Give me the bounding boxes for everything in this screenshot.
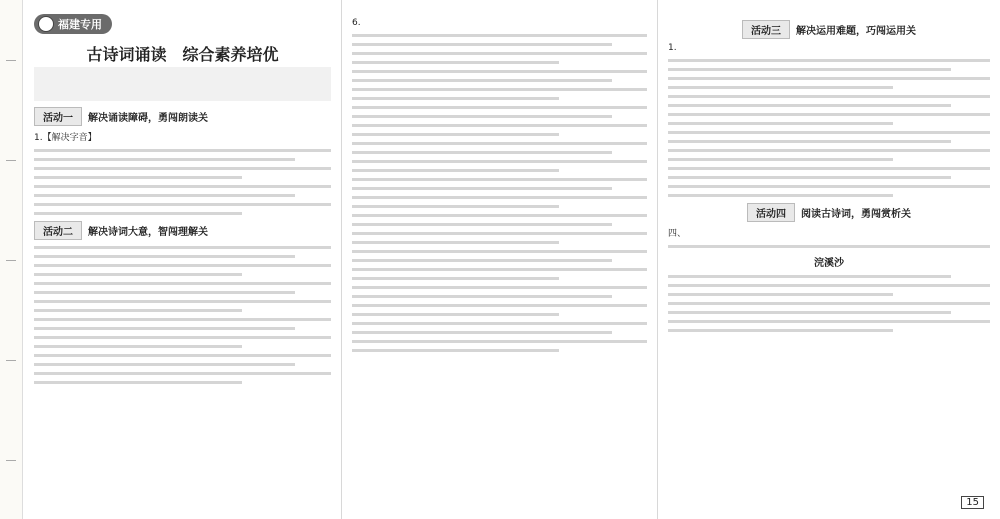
intro-box (34, 67, 331, 101)
right-column (658, 0, 1000, 519)
section-tag: 活动二 (34, 221, 82, 240)
middle-column (342, 0, 658, 519)
region-badge (34, 14, 112, 34)
page-title: 古诗词诵读 综合素养培优 (86, 45, 279, 64)
section-1 (34, 107, 331, 126)
section-label: 解决运用难题，巧闯运用关 (796, 26, 916, 37)
section-label: 阅读古诗词，勇闯赏析关 (801, 209, 911, 220)
left-column (24, 0, 342, 519)
poem-title: 浣溪沙 (814, 258, 844, 269)
section-tag: 活动三 (742, 20, 790, 39)
question-stem: 1. (668, 43, 677, 53)
section-label: 解决诵读障碍，勇闯朗读关 (88, 113, 208, 124)
section-3 (668, 20, 990, 39)
badge-text: 福建专用 (58, 18, 102, 31)
section-tag: 活动一 (34, 107, 82, 126)
section-tag: 活动四 (747, 203, 795, 222)
question-stem: 四、 (668, 229, 687, 239)
section-4 (668, 203, 990, 222)
page-number: 15 (961, 496, 984, 509)
mascot-icon (38, 16, 54, 32)
question-stem: 6. (352, 18, 361, 28)
question-stem: 1.【解决字音】 (34, 133, 97, 143)
section-2 (34, 221, 331, 240)
binding-margin (0, 0, 23, 519)
section-label: 解决诗词大意，智闯理解关 (88, 227, 208, 238)
